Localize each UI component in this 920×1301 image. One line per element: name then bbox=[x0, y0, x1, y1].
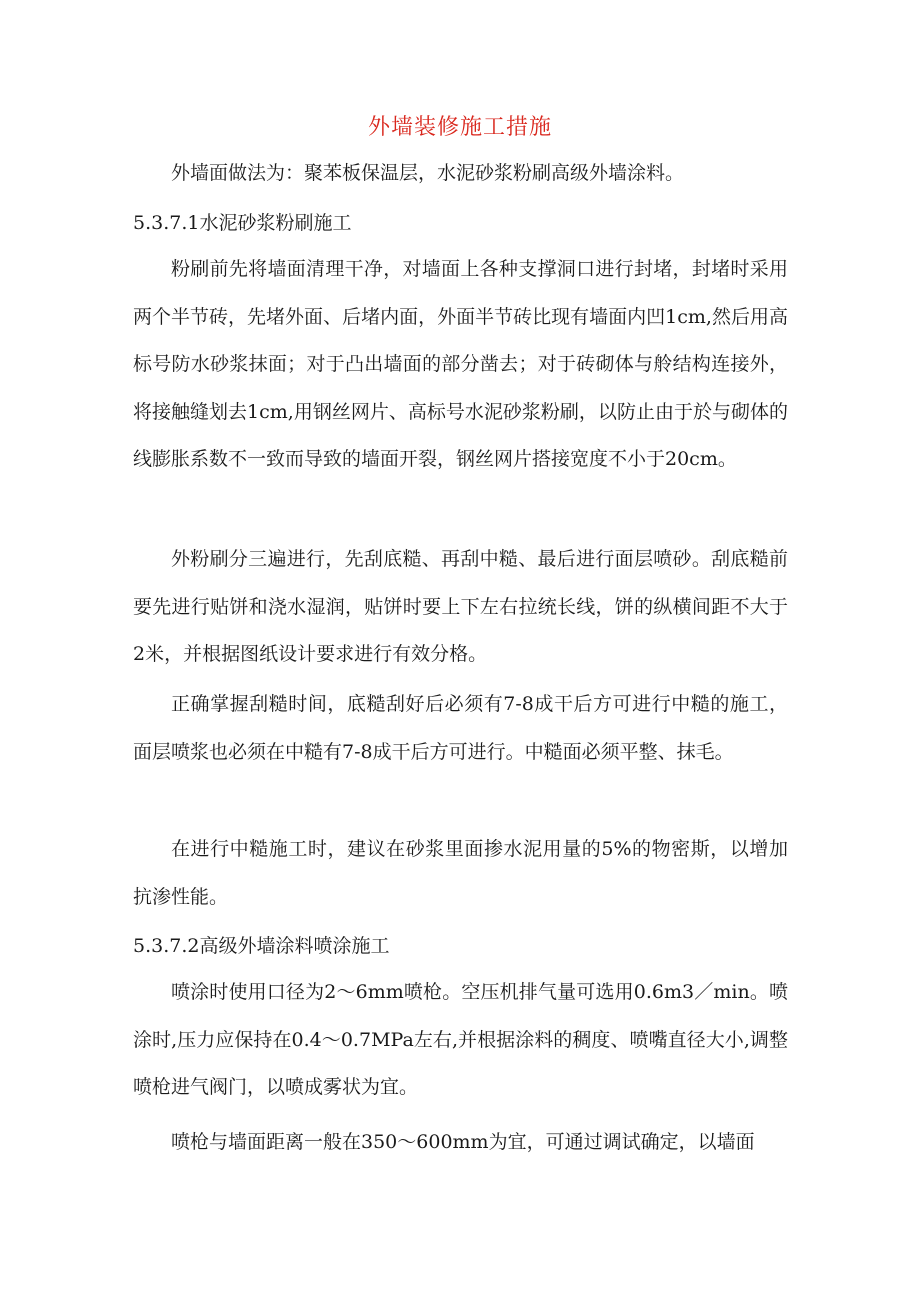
intro-paragraph: 外墙面做法为：聚苯板保温层，水泥砂浆粉刷高级外墙涂料。 bbox=[171, 162, 685, 184]
section-heading-5-3-7-1: 5.3.7.1水泥砂浆粉刷施工 bbox=[133, 212, 352, 234]
section1-paragraph-1: 粉刷前先将墙面清理干净，对墙面上各种支撑洞口进行封堵，封堵时采用两个半节砖，先堵外面、后堵内面，外面半节砖比现有墙面内凹1cm,然后用高标号防水砂浆抹面；对于凸出墙面的部分凿去；对于砖砌体与舲结构连接外，将接触缝划去1cm,用钢丝网片、高标号水泥砂浆粉刷，以防止由于於与砌体的线膨胀系数不一致而导致的墙面开裂，钢丝网片搭接宽度不小于20cm。 bbox=[133, 258, 788, 470]
section1-paragraph-4: 在进行中糙施工时，建议在砂浆里面掺水泥用量的5%的物密斯，以增加抗渗性能。 bbox=[133, 838, 788, 908]
section2-paragraph-2: 喷枪与墙面距离一般在350～600mm为宜，可通过调试确定，以墙面 bbox=[171, 1131, 755, 1153]
document-title: 外墙装修施工措施 bbox=[367, 115, 552, 140]
section2-paragraph-1: 喷涂时使用口径为2～6mm喷枪。空压机排气量可选用0.6m3／min。喷涂时,压力应保持在0.4～0.7MPa左右,并根据涂料的稠度、喷嘴直径大小,调整喷枪进气阀门，以喷成雾状为宜。 bbox=[133, 981, 788, 1098]
section1-paragraph-3: 正确掌握刮糙时间，底糙刮好后必须有7-8成干后方可进行中糙的施工，面层喷浆也必须在中糙有7-8成干后方可进行。中糙面必须平整、抹毛。 bbox=[133, 693, 788, 763]
section1-paragraph-2: 外粉刷分三遍进行，先刮底糙、再刮中糙、最后进行面层喷砂。刮底糙前要先进行贴饼和浇水湿润，贴饼时要上下左右拉统长线，饼的纵横间距不大于2米，并根据图纸设计要求进行有效分格。 bbox=[133, 548, 788, 665]
section-heading-5-3-7-2: 5.3.7.2高级外墙涂料喷涂施工 bbox=[133, 935, 390, 957]
